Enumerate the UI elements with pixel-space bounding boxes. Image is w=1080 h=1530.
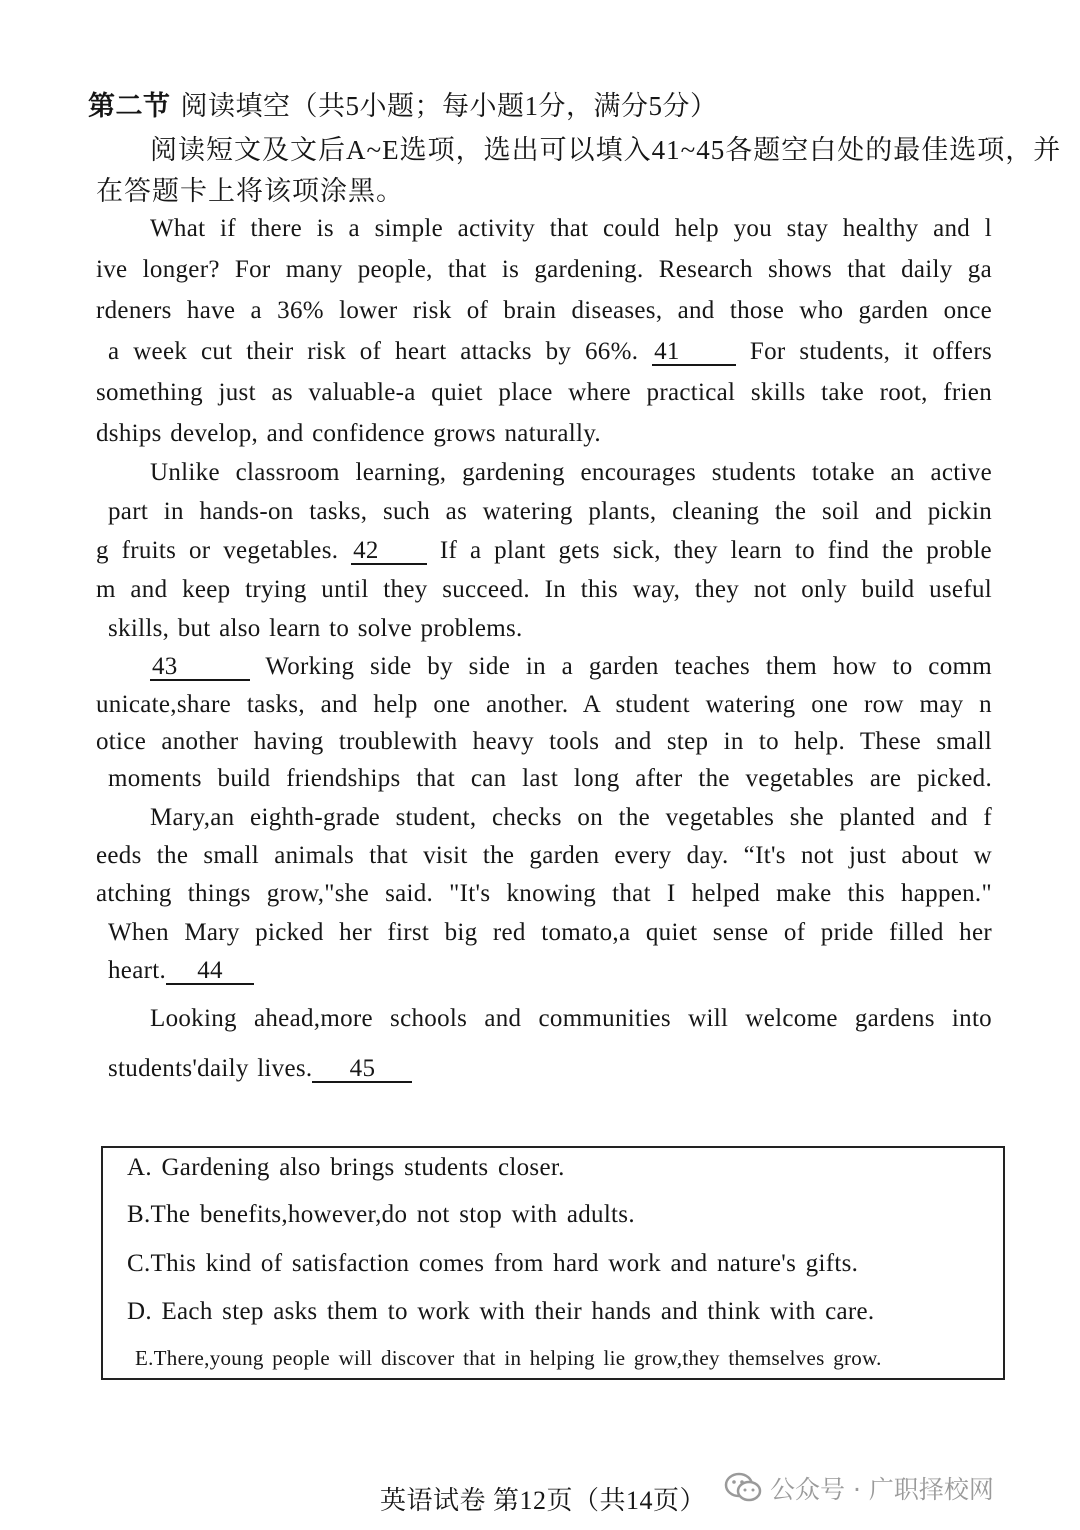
blank-42: 42 bbox=[351, 538, 427, 565]
passage-line bbox=[108, 338, 992, 366]
section-number: 第二节 bbox=[88, 91, 171, 121]
passage-line: ive longer? For many people, that is gardening. Research shows that daily ga bbox=[96, 256, 992, 283]
passage-line: something just as valuable-a quiet place where practical skills take root, frien bbox=[96, 379, 992, 406]
page-footer: 英语试卷 第12页（共14页） bbox=[380, 1486, 707, 1515]
passage-line: otice another having troublewith heavy tools and step in to help. These small bbox=[96, 728, 992, 755]
passage-text: If a plant gets sick, they learn to find the proble bbox=[439, 537, 992, 564]
instruction-line-1: 阅读短文及文后A~E选项，选出可以填入41~45各题空白处的最佳选项，并 bbox=[150, 135, 1062, 165]
wechat-official-account-icon bbox=[724, 1471, 762, 1505]
passage-text: Working side by side in a garden teaches them how to comm bbox=[265, 653, 992, 680]
passage-line: unicate,share tasks, and help one another. A student watering one row may n bbox=[96, 691, 992, 718]
blank-41: 41 bbox=[652, 339, 736, 366]
passage-text: students'daily lives. bbox=[108, 1055, 313, 1082]
watermark bbox=[724, 1468, 994, 1508]
passage-line: Mary,an eighth-grade student, checks on the vegetables she planted and f bbox=[150, 804, 992, 831]
passage-line: skills, but also learn to solve problems. bbox=[108, 615, 523, 642]
passage-text: For students, it offers bbox=[749, 338, 992, 365]
passage-line bbox=[108, 1055, 992, 1083]
passage-line: moments build friendships that can last long after the vegetables are picked. bbox=[108, 765, 992, 792]
passage-line: atching things grow,"she said. "It's knowing that I helped make this happen." bbox=[96, 880, 992, 907]
option-c: C.This kind of satisfaction comes from hard work and nature's gifts. bbox=[127, 1250, 859, 1277]
passage-text: a week cut their risk of heart attacks by 66%. bbox=[108, 338, 639, 365]
blank-45: 45 bbox=[312, 1056, 412, 1083]
passage-line: rdeners have a 36% lower risk of brain diseases, and those who garden once bbox=[96, 297, 992, 324]
passage-line: Unlike classroom learning, gardening encourages students totake an active bbox=[150, 459, 992, 486]
section-header bbox=[88, 84, 718, 123]
passage-line bbox=[150, 653, 992, 681]
instruction-line-2: 在答题卡上将该项涂黑。 bbox=[96, 176, 404, 206]
options-box bbox=[101, 1146, 1005, 1380]
passage-line bbox=[96, 537, 992, 565]
passage-text: g fruits or vegetables. bbox=[96, 537, 339, 564]
watermark-text: 公众号 · 广职择校网 bbox=[770, 1475, 994, 1504]
passage-line: eeds the small animals that visit the garden every day. “It's not just about w bbox=[96, 842, 992, 869]
passage-line: What if there is a simple activity that could help you stay healthy and l bbox=[150, 215, 992, 242]
blank-44: 44 bbox=[166, 958, 254, 985]
passage-line: m and keep trying until they succeed. In this way, they not only build useful bbox=[96, 576, 992, 603]
option-b: B.The benefits,however,do not stop with adults. bbox=[127, 1201, 635, 1228]
blank-43: 43 bbox=[150, 654, 250, 681]
passage-line bbox=[108, 957, 992, 985]
option-d: D. Each step asks them to work with their hands and think with care. bbox=[127, 1298, 875, 1325]
passage-line: dships develop, and confidence grows naturally. bbox=[96, 420, 601, 447]
passage-line: Looking ahead,more schools and communities will welcome gardens into bbox=[150, 1005, 992, 1032]
section-title: 阅读填空（共5小题；每小题1分，满分5分） bbox=[180, 91, 718, 121]
passage-text: heart. bbox=[108, 957, 167, 984]
passage-line: part in hands-on tasks, such as watering plants, cleaning the soil and pickin bbox=[108, 498, 992, 525]
option-a: A. Gardening also brings students closer. bbox=[127, 1154, 565, 1181]
option-e: E.There,young people will discover that in helping lie grow,they themselves grow. bbox=[135, 1346, 882, 1370]
passage-line: When Mary picked her first big red tomato,a quiet sense of pride filled her bbox=[108, 919, 992, 946]
